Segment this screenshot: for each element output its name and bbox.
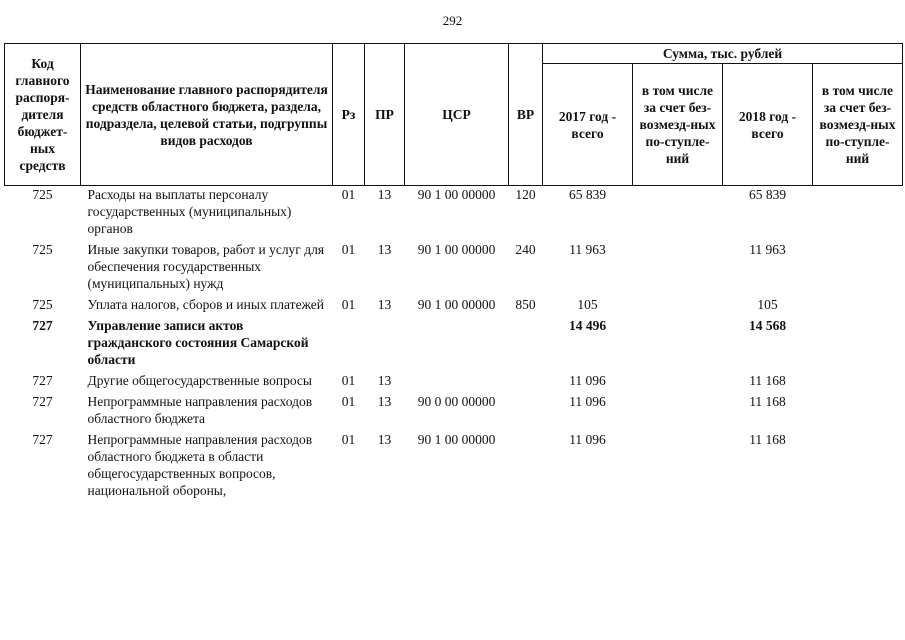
cell-rz: 01 [341,187,356,202]
cell-2017-total: 11 096 [569,432,606,447]
cell-rz: 01 [341,297,356,312]
cell-2017-free [633,317,723,372]
cell-vr [509,431,543,503]
budget-table [4,43,903,503]
cell-pr: 13 [377,242,392,257]
cell-pr: 13 [377,373,392,388]
header-rz: Рз [333,44,365,186]
cell-code: 727 [32,432,53,447]
cell-2018-total: 11 168 [749,373,786,388]
header-2017-free: в том числе за счет без-возмезд-ных по-ступле-ний [633,64,723,186]
table-body [5,186,903,504]
cell-name: Иные закупки товаров, работ и услуг для обеспечения государственных (муниципальных) нужд [87,242,325,291]
cell-csr: 90 1 00 00000 [417,297,496,312]
cell-2017-free [633,186,723,242]
table-row [5,372,903,393]
cell-rz: 01 [341,432,356,447]
cell-csr: 90 1 00 00000 [417,432,496,447]
cell-2017-free [633,431,723,503]
header-2018-total: 2018 год - всего [723,64,813,186]
cell-name: Уплата налогов, сборов и иных платежей [87,297,324,312]
header-2018-free: в том числе за счет без-возмезд-ных по-ступле-ний [813,64,903,186]
cell-2018-total: 105 [757,297,778,312]
cell-2018-total: 14 568 [748,318,787,333]
cell-csr [405,317,509,372]
page-number: 292 [442,13,463,28]
header-pr: ПР [365,44,405,186]
cell-2017-free [633,241,723,296]
cell-rz: 01 [341,373,356,388]
cell-pr: 13 [377,394,392,409]
header-sum-group: Сумма, тыс. рублей [543,44,903,64]
cell-csr [405,372,509,393]
cell-vr [509,317,543,372]
table-row [5,296,903,317]
cell-2018-free [813,431,903,503]
cell-2017-total: 105 [577,297,598,312]
table-row [5,393,903,431]
cell-2018-free [813,372,903,393]
header-code: Код главного распоря-дителя бюджет-ных средств [5,44,81,186]
cell-2017-total: 65 839 [568,187,607,202]
cell-2017-total: 11 963 [569,242,606,257]
cell-2017-free [633,372,723,393]
cell-name: Непрограммные направления расходов областного бюджета [87,394,313,426]
cell-name: Расходы на выплаты персоналу государственных (муниципальных) органов [87,187,292,236]
cell-code: 725 [32,297,53,312]
cell-name: Другие общегосударственные вопросы [87,373,312,388]
cell-2018-total: 65 839 [748,187,787,202]
cell-2018-total: 11 963 [749,242,786,257]
table-row [5,241,903,296]
cell-rz: 01 [341,242,356,257]
cell-code: 727 [32,318,53,333]
cell-2018-total: 11 168 [749,394,786,409]
cell-2017-free [633,393,723,431]
cell-code: 725 [32,187,53,202]
cell-vr: 120 [515,187,536,202]
cell-2017-total: 11 096 [569,394,606,409]
header-name: Наименование главного распорядителя средств областного бюджета, раздела, подраздела, целевой статьи, подгруппы видов расходов [81,44,333,186]
cell-code: 727 [32,394,53,409]
table-row [5,431,903,503]
cell-rz [333,317,365,372]
header-vr: ВР [509,44,543,186]
cell-name: Управление записи актов гражданского состояния Самарской области [87,318,309,367]
header-csr: ЦСР [405,44,509,186]
cell-2018-free [813,186,903,242]
cell-name: Непрограммные направления расходов областного бюджета в области общегосударственных вопросов, национальной обороны, [87,432,313,498]
cell-pr: 13 [377,432,392,447]
cell-pr [365,317,405,372]
cell-vr [509,393,543,431]
cell-csr: 90 0 00 00000 [417,394,496,409]
table-header [5,44,903,186]
table-row [5,186,903,242]
cell-csr: 90 1 00 00000 [417,187,496,202]
cell-2018-free [813,296,903,317]
table-row-total [5,317,903,372]
cell-pr: 13 [377,187,392,202]
cell-vr [509,372,543,393]
cell-vr: 850 [515,297,536,312]
cell-code: 727 [32,373,53,388]
cell-2017-total: 11 096 [569,373,606,388]
cell-2018-free [813,317,903,372]
cell-vr: 240 [515,242,536,257]
cell-2018-free [813,393,903,431]
cell-code: 725 [32,242,53,257]
cell-csr: 90 1 00 00000 [417,242,496,257]
cell-2018-free [813,241,903,296]
cell-2018-total: 11 168 [749,432,786,447]
cell-pr: 13 [377,297,392,312]
header-2017-total: 2017 год - всего [543,64,633,186]
cell-rz: 01 [341,394,356,409]
cell-2017-free [633,296,723,317]
cell-2017-total: 14 496 [568,318,607,333]
